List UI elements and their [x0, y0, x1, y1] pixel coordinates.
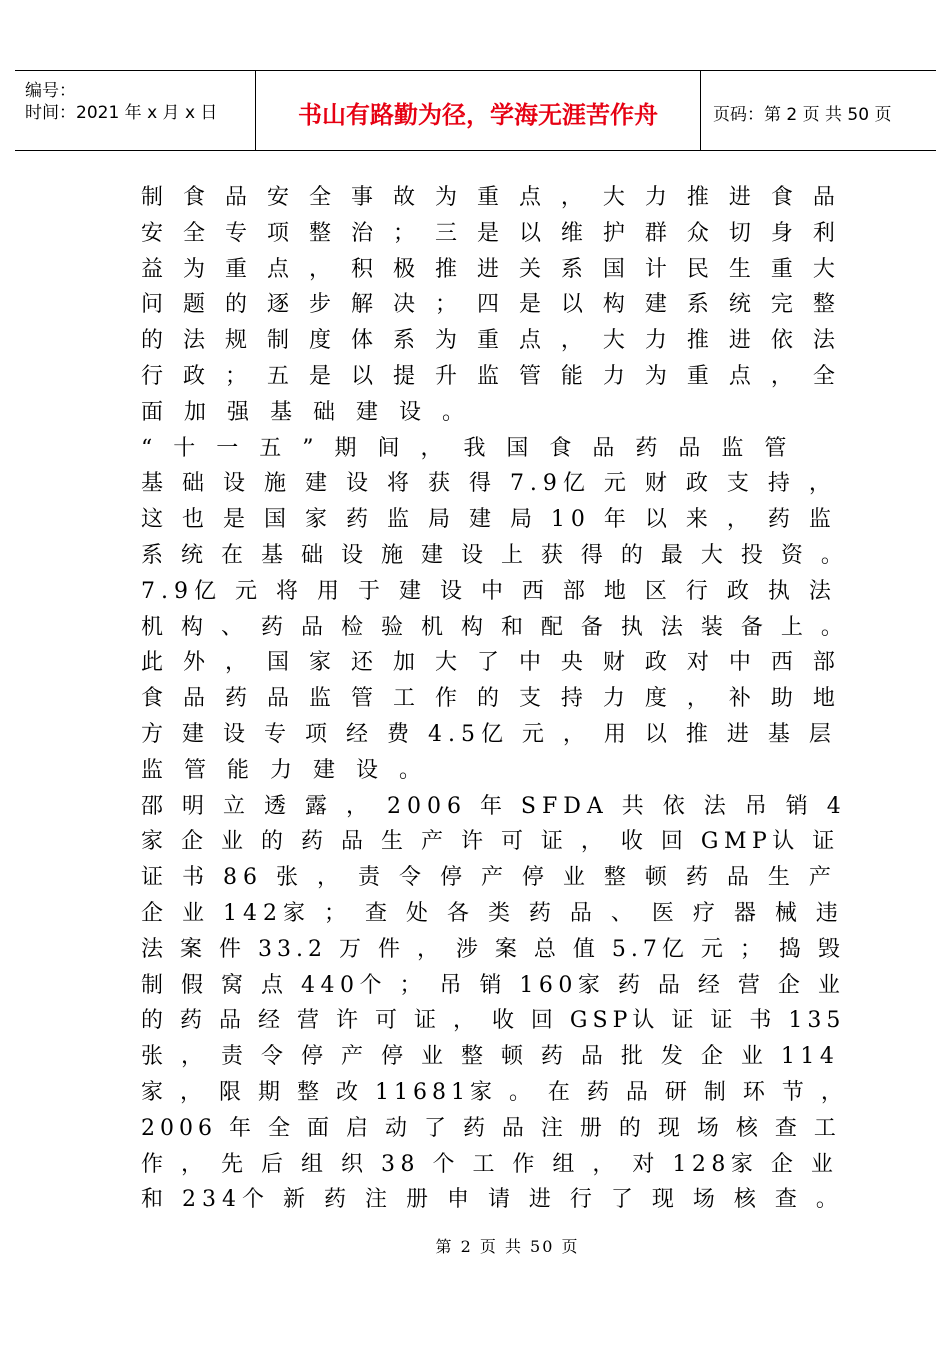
text-line: 系 统 在 基 础 设 施 建 设 上 获 得 的 最 大 投 资 。: [141, 542, 849, 568]
text-line: “ 十 一 五 ” 期 间 ， 我 国 食 品 药 品 监 管: [141, 435, 794, 461]
date-label: 时间：2021 年 x 月 x 日: [25, 103, 218, 123]
text-line: 制 假 窝 点 440个 ； 吊 销 160家 药 品 经 营 企 业: [141, 972, 846, 998]
text-line: 证 书 86 张 ， 责 令 停 产 停 业 整 顿 药 品 生 产: [141, 865, 837, 891]
text-line: 监 管 能 力 建 设 。: [141, 757, 428, 783]
text-line: 此 外 ， 国 家 还 加 大 了 中 央 财 政 对 中 西 部: [141, 650, 842, 676]
text-line: 企 业 142家 ； 查 处 各 类 药 品 、 医 疗 器 械 违: [141, 900, 844, 926]
text-line: 安 全 专 项 整 治 ； 三 是 以 维 护 群 众 切 身 利: [141, 220, 842, 246]
text-line: 邵 明 立 透 露 ， 2006 年 SFDA 共 依 法 吊 销 4: [141, 793, 847, 819]
text-line: 面 加 强 基 础 建 设 。: [141, 399, 471, 425]
text-line: 的 药 品 经 营 许 可 证 ， 收 回 GSP认 证 证 书 135: [141, 1008, 846, 1034]
text-line: 食 品 药 品 监 管 工 作 的 支 持 力 度 ， 补 助 地: [141, 686, 842, 712]
text-line: 2006 年 全 面 启 动 了 药 品 注 册 的 现 场 核 查 工: [141, 1115, 841, 1141]
text-line: 作 ， 先 后 组 织 38 个 工 作 组 ， 对 128家 企 业: [141, 1151, 839, 1177]
header-motto-cell: [256, 71, 701, 150]
text-line: 方 建 设 专 项 经 费 4.5亿 元 ， 用 以 推 进 基 层: [141, 721, 837, 747]
text-line: 家 ， 限 期 整 改 11681家 。 在 药 品 研 制 环 节 ，: [141, 1079, 848, 1105]
text-line: 益 为 重 点 ， 积 极 推 进 关 系 国 计 民 生 重 大: [141, 256, 842, 282]
text-line: 和 234个 新 药 注 册 申 请 进 行 了 现 场 核 查 。: [141, 1187, 844, 1213]
text-line: 的 法 规 制 度 体 系 为 重 点 ， 大 力 推 进 依 法: [141, 328, 842, 354]
header-meta-cell: [15, 71, 256, 150]
motto-text: 书山有路勤为径，学海无涯苦作舟: [298, 101, 658, 129]
page-footer: 第 2 页 共 50 页: [435, 1237, 580, 1256]
text-line: 法 案 件 33.2 万 件 ， 涉 案 总 值 5.7亿 元 ； 捣 毁: [141, 936, 845, 962]
text-line: 机 构 、 药 品 检 验 机 构 和 配 备 执 法 装 备 上 。: [141, 614, 849, 640]
serial-number-label: 编号：: [25, 81, 76, 101]
text-line: 张 ， 责 令 停 产 停 业 整 顿 药 品 批 发 企 业 114: [141, 1044, 840, 1070]
text-line: 这 也 是 国 家 药 监 局 建 局 10 年 以 来 ， 药 监: [141, 507, 837, 533]
text-line: 7.9亿 元 将 用 于 建 设 中 西 部 地 区 行 政 执 法: [141, 578, 837, 604]
document-header: [15, 70, 936, 151]
text-line: 问 题 的 逐 步 解 决 ； 四 是 以 构 建 系 统 完 整: [141, 292, 842, 318]
text-line: 基 础 设 施 建 设 将 获 得 7.9亿 元 财 政 支 持 ，: [141, 471, 837, 497]
text-line: 家 企 业 的 药 品 生 产 许 可 证 ， 收 回 GMP认 证: [141, 829, 840, 855]
text-line: 制 食 品 安 全 事 故 为 重 点 ， 大 力 推 进 食 品: [141, 185, 842, 210]
header-page-cell: [701, 71, 936, 150]
text-line: 行 政 ； 五 是 以 提 升 监 管 能 力 为 重 点 ， 全: [141, 363, 842, 389]
body-text: [141, 180, 849, 1218]
header-page-info: 页码：第 2 页 共 50 页: [713, 105, 892, 125]
